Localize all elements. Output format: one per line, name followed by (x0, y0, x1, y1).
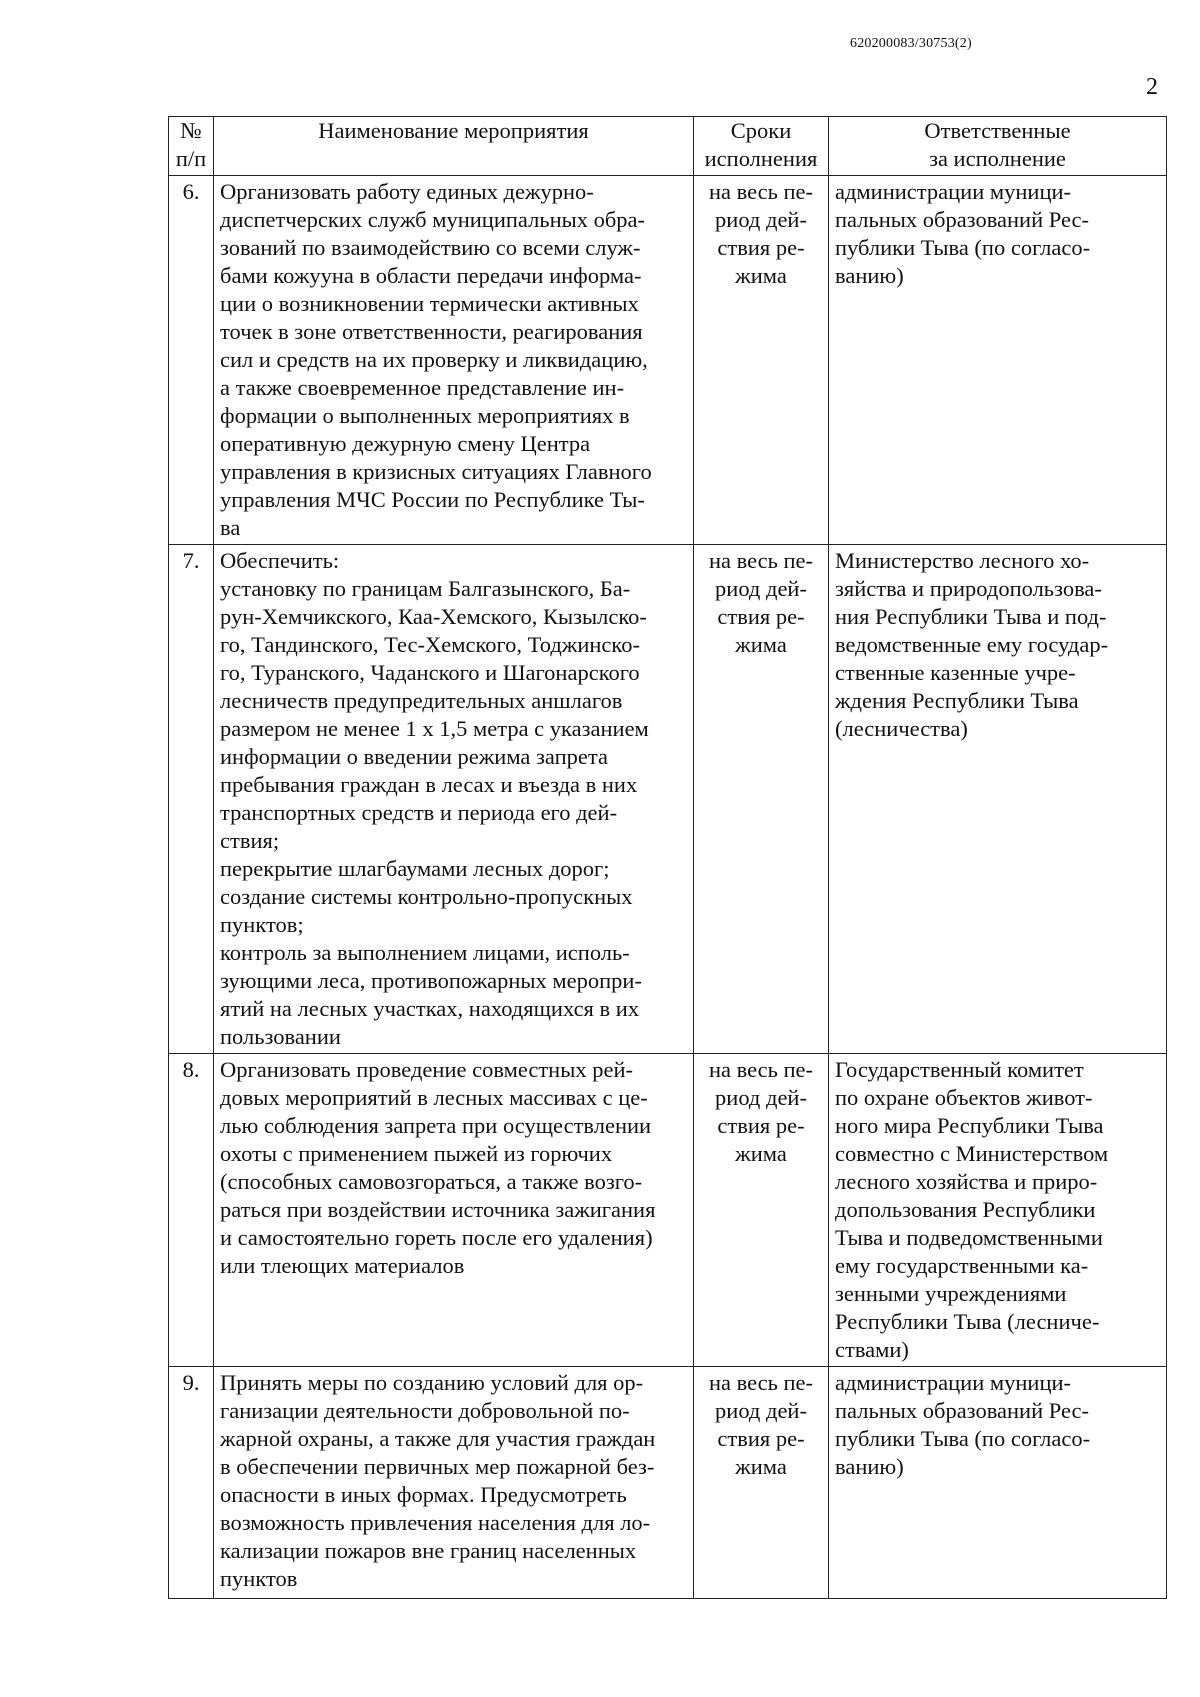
page-number: 2 (1146, 74, 1158, 100)
measures-table (168, 116, 1167, 1599)
column-header-number (169, 117, 214, 176)
measure-name: Организовать работу единых дежурно- диспетчерских служб муниципальных обра- зований по взаимодействию со всеми служ- бами кожууна в области передачи информа- ции о возникновении термически активных точек в зоне ответственности, реагирования сил и средств на их проверку и ликвидацию, а также своевременное представление ин- формации о выполненных мероприятиях в оперативную дежурную смену Центра управления в кризисных ситуациях Главного управления МЧС России по Республике Ты- ва (214, 176, 694, 545)
column-header-responsible (829, 117, 1167, 176)
header-line: № (180, 118, 202, 143)
table-row (169, 176, 1167, 545)
measure-name: Организовать проведение совместных рей- довых мероприятий в лесных массивах с це- лью соблюдения запрета при осуществлении охоты с применением пыжей из горючих (способных самовозгораться, а также возго- раться при воздействии источника зажигания и самостоятельно гореть после его удаления) или тлеющих материалов (214, 1054, 694, 1367)
measure-term: на весь пе- риод дей- ствия ре- жима (694, 545, 829, 1054)
header-line: за исполнение (929, 146, 1066, 171)
table-row (169, 1367, 1167, 1599)
table-row (169, 1054, 1167, 1367)
measure-responsible: администрации муници- пальных образований Рес- публики Тыва (по согласо- ванию) (829, 1367, 1167, 1599)
measure-responsible: Министерство лесного хо- зяйства и природопользова- ния Республики Тыва и под- ведомственные ему государ- ственные казенные учре- ждения Республики Тыва (лесничества) (829, 545, 1167, 1054)
measure-term: на весь пе- риод дей- ствия ре- жима (694, 1367, 829, 1599)
measure-responsible: администрации муници- пальных образований Рес- публики Тыва (по согласо- ванию) (829, 176, 1167, 545)
header-line: Ответственные (924, 118, 1071, 143)
measure-responsible: Государственный комитет по охране объектов живот- ного мира Республики Тыва совместно с Министерством лесного хозяйства и приро- допользования Республики Тыва и подведомственными ему государственными ка- зенными учреждениями Республики Тыва (лесниче- ствами) (829, 1054, 1167, 1367)
measure-name: Обеспечить: установку по границам Балгазынского, Ба- рун-Хемчикского, Каа-Хемского, Кызылско- го, Тандинского, Тес-Хемского, Тоджинско- го, Туранского, Чаданского и Шагонарского лесничеств предупредительных аншлагов размером не менее 1 х 1,5 метра с указанием информации о введении режима запрета пребывания граждан в лесах и въезда в них транспортных средств и периода его дей- ствия; перекрытие шлагбаумами лесных дорог; создание системы контрольно-пропускных пунктов; контроль за выполнением лицами, исполь- зующими леса, противопожарных меропри- ятий на лесных участках, находящихся в их пользовании (214, 545, 694, 1054)
document-registration-number: 620200083/30753(2) (850, 36, 972, 51)
header-line: Наименование мероприятия (318, 118, 589, 143)
measure-term: на весь пе- риод дей- ствия ре- жима (694, 176, 829, 545)
measure-name: Принять меры по созданию условий для ор- ганизации деятельности добровольной по- жарной охраны, а также для участия граждан в обеспечении первичных мер пожарной без- опасности в иных формах. Предусмотреть возможность привлечения населения для ло- кализации пожаров вне границ населенных пунктов (214, 1367, 694, 1599)
header-line: исполнения (704, 146, 818, 171)
header-line: п/п (175, 146, 207, 171)
row-number: 7. (169, 545, 214, 1054)
row-number: 6. (169, 176, 214, 545)
row-number: 8. (169, 1054, 214, 1367)
table-header-row (169, 117, 1167, 176)
header-line: Сроки (730, 118, 792, 143)
measure-term: на весь пе- риод дей- ствия ре- жима (694, 1054, 829, 1367)
column-header-name (214, 117, 694, 176)
column-header-term (694, 117, 829, 176)
row-number: 9. (169, 1367, 214, 1599)
table-row (169, 545, 1167, 1054)
